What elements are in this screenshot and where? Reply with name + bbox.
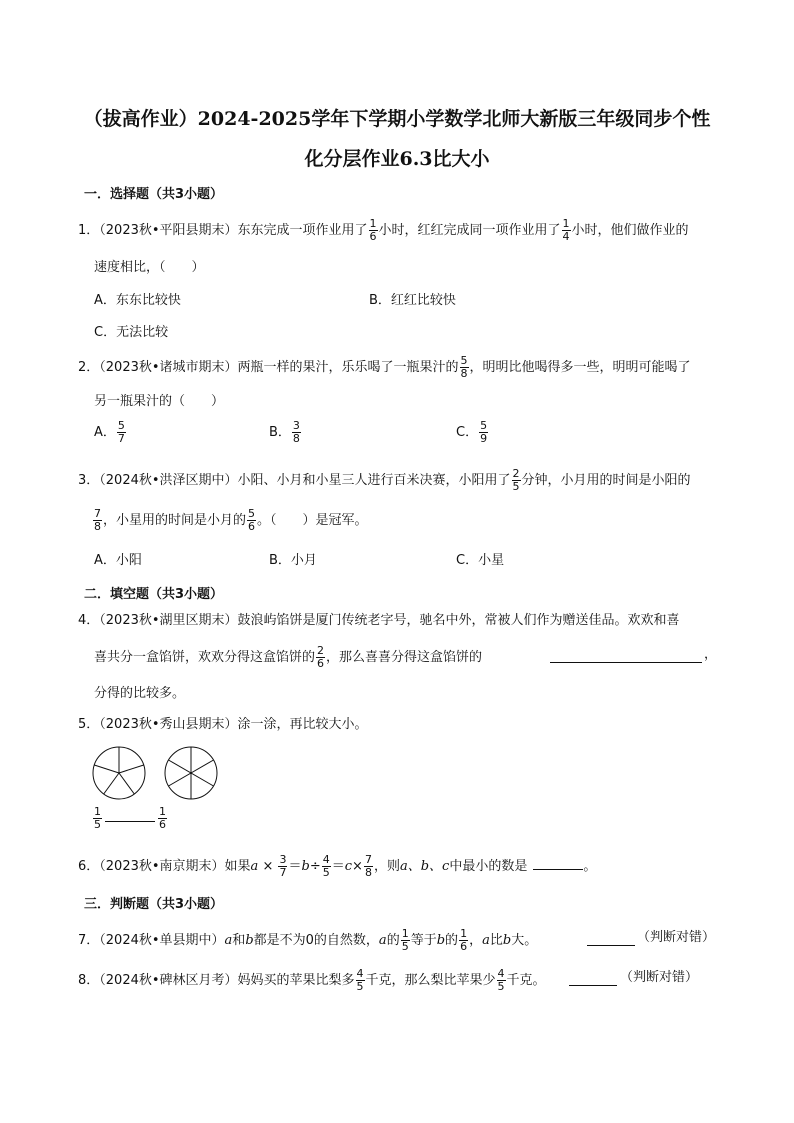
question-3-line2: $\frac{7}{8}$ ，小星用的时间是小月的 $\frac{5}{6}$ 。（ ）是冠军。 xyxy=(94,507,368,533)
compare-blank[interactable] xyxy=(105,809,155,822)
fraction: $\frac{4}{5}$ xyxy=(356,967,364,993)
question-4-line2: 喜共分一盒馅饼，欢欢分得这盒馅饼的 $\frac{2}{6}$ ，那么喜喜分得这盒馅饼的 xyxy=(94,644,483,670)
fraction: $\frac{1}{4}$ xyxy=(562,217,570,243)
answer-blank[interactable] xyxy=(569,971,617,986)
fraction: $\frac{2}{5}$ xyxy=(512,467,520,493)
question-8: 8．（2024秋•碑林区月考）妈妈买的苹果比梨多 $\frac{4}{5}$ 千克，那么梨比苹果少 $\frac{4}{5}$ 千克。 xyxy=(78,967,546,993)
fraction: $\frac{3}{8}$ xyxy=(292,419,300,445)
circle-five-parts[interactable] xyxy=(93,747,145,799)
answer-blank[interactable] xyxy=(533,855,583,870)
fraction: $\frac{1}{5}$ xyxy=(94,805,101,831)
question-4-line3: 分得的比较多。 xyxy=(94,686,186,701)
circle-six-parts[interactable] xyxy=(165,747,217,799)
question-6: 6．（2023秋•南京期末）如果a × $\frac{3}{7}$ ＝b÷ $\frac{4}{5}$ ＝c× $\frac{7}{8}$ ，则a、b、c中最小的数是 。 xyxy=(78,853,597,879)
question-3-option-a[interactable]: A．小阳 xyxy=(94,553,142,568)
circle-diagrams xyxy=(90,744,220,804)
question-1-option-a[interactable]: A．东东比较快 xyxy=(94,293,181,308)
question-7-judge-label: （判断对错） xyxy=(637,930,716,945)
fraction: $\frac{5}{9}$ xyxy=(480,419,488,445)
fraction: $\frac{1}{6}$ xyxy=(460,927,468,953)
question-2-line2: 另一瓶果汁的（ ） xyxy=(94,394,225,409)
question-7: 7．（2024秋•单县期中）a和b都是不为0的自然数，a的 $\frac{1}{5}$ 等于b的 $\frac{1}{6}$ ，a比b大。 xyxy=(78,927,538,953)
fraction: $\frac{5}{7}$ xyxy=(117,419,125,445)
fraction: $\frac{4}{5}$ xyxy=(322,853,330,879)
question-1-line1: 1．（2023秋•平阳县期末）东东完成一项作业用了 $\frac{1}{6}$ 小时，红红完成同一项作业用了 $\frac{1}{4}$ 小时，他们做作业的 xyxy=(78,217,689,243)
fraction: $\frac{1}{5}$ xyxy=(401,927,409,953)
question-1-option-c[interactable]: C．无法比较 xyxy=(94,325,169,340)
fraction: $\frac{2}{6}$ xyxy=(317,644,325,670)
question-4-comma: ， xyxy=(704,647,718,662)
question-3-line1: 3．（2024秋•洪泽区期中）小阳、小月和小星三人进行百米决赛，小阳用了 $\frac{2}{5}$ 分钟，小月用的时间是小阳的 xyxy=(78,467,691,493)
section-heading-choice: 一．选择题（共3小题） xyxy=(84,187,224,202)
question-5-compare xyxy=(92,806,168,831)
answer-blank[interactable] xyxy=(550,648,702,663)
fraction: $\frac{7}{8}$ xyxy=(94,507,101,533)
answer-blank[interactable] xyxy=(587,931,635,946)
question-1-line2: 速度相比，（ ） xyxy=(94,260,205,275)
fraction: $\frac{1}{6}$ xyxy=(159,805,166,831)
question-8-judge-label: （判断对错） xyxy=(620,970,699,985)
question-2-option-b[interactable]: B． $\frac{3}{8}$ xyxy=(269,419,300,445)
question-2-line1: 2．（2023秋•诸城市期末）两瓶一样的果汁，乐乐喝了一瓶果汁的 $\frac{5}{8}$ ，明明比他喝得多一些，明明可能喝了 xyxy=(78,354,691,380)
fraction: $\frac{1}{6}$ xyxy=(369,217,377,243)
question-3-option-b[interactable]: B．小月 xyxy=(269,553,317,568)
section-heading-judge: 三．判断题（共3小题） xyxy=(84,897,224,912)
fraction: $\frac{5}{8}$ xyxy=(460,354,468,380)
page-title-line2: 化分层作业6.3比大小 xyxy=(304,148,490,170)
question-4-line1: 4．（2023秋•湖里区期末）鼓浪屿馅饼是厦门传统老字号，驰名中外，常被人们作为赠送佳品。欢欢和喜 xyxy=(78,613,680,628)
question-5-line1: 5．（2023秋•秀山县期末）涂一涂，再比较大小。 xyxy=(78,717,368,732)
question-3-option-c[interactable]: C．小星 xyxy=(456,553,505,568)
page-title-line1: （拔高作业）2024-2025学年下学期小学数学北师大新版三年级同步个性 xyxy=(83,108,711,130)
question-1-option-b[interactable]: B．红红比较快 xyxy=(369,293,456,308)
fraction: $\frac{4}{5}$ xyxy=(497,967,505,993)
fraction: $\frac{5}{6}$ xyxy=(248,507,256,533)
fraction: $\frac{3}{7}$ xyxy=(279,853,287,879)
question-2-option-c[interactable]: C． $\frac{5}{9}$ xyxy=(456,419,488,445)
question-2-option-a[interactable]: A． $\frac{5}{7}$ xyxy=(94,419,125,445)
section-heading-fill: 二．填空题（共3小题） xyxy=(84,587,224,602)
fraction: $\frac{7}{8}$ xyxy=(364,853,372,879)
